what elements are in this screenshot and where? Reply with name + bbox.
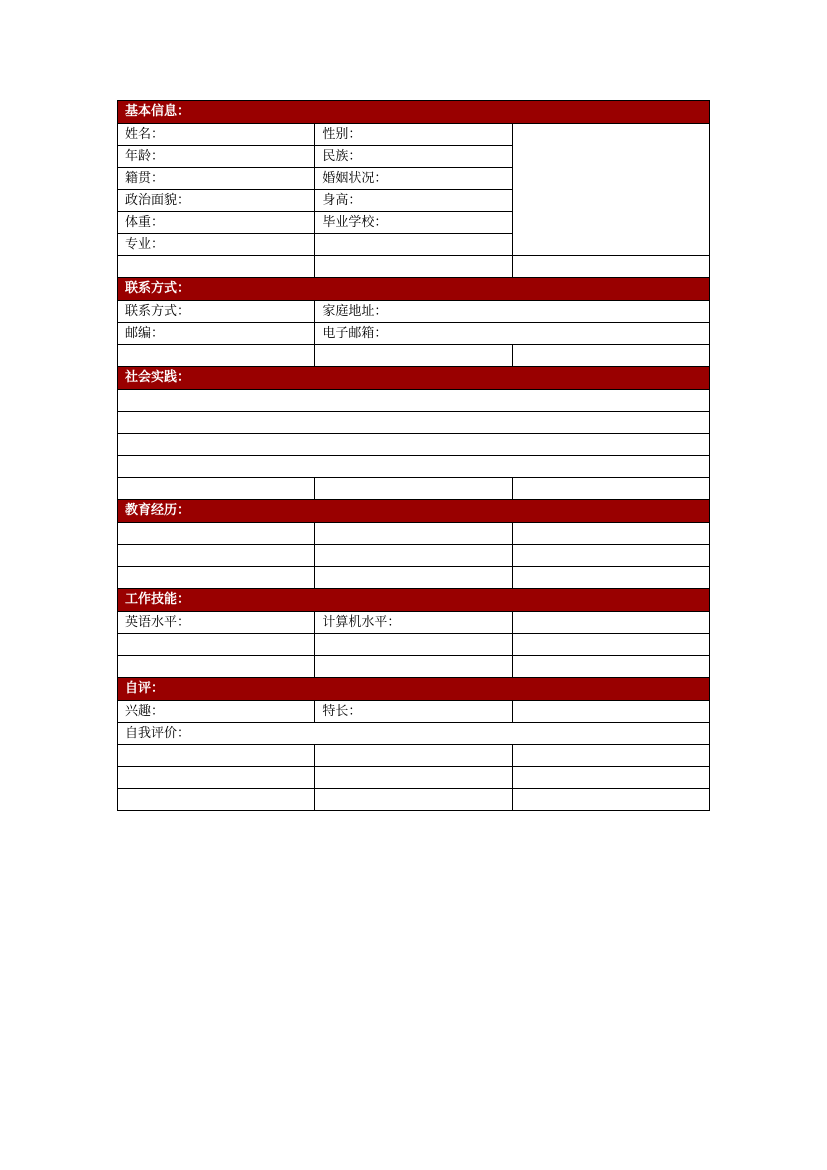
table-row [118, 767, 710, 789]
empty-cell[interactable] [118, 345, 315, 367]
name-field[interactable]: 姓名： [118, 124, 315, 146]
table-row [118, 390, 710, 412]
table-row [118, 434, 710, 456]
empty-cell[interactable] [512, 789, 709, 811]
empty-cell[interactable] [512, 478, 709, 500]
empty-cell[interactable] [118, 656, 315, 678]
table-row [118, 701, 710, 723]
section-title-education: 教育经历： [118, 500, 710, 523]
empty-cell[interactable] [315, 523, 512, 545]
table-row [118, 634, 710, 656]
table-row [118, 345, 710, 367]
empty-cell[interactable] [118, 390, 710, 412]
section-header-basic [118, 101, 710, 124]
section-header-contact [118, 278, 710, 301]
empty-cell[interactable] [512, 767, 709, 789]
marital-status-field[interactable]: 婚姻状况： [315, 168, 512, 190]
table-row [118, 124, 710, 146]
empty-cell[interactable] [118, 523, 315, 545]
table-row [118, 745, 710, 767]
section-title-self-eval: 自评： [118, 678, 710, 701]
empty-cell[interactable] [315, 567, 512, 589]
empty-cell[interactable] [118, 434, 710, 456]
empty-cell[interactable] [512, 345, 709, 367]
postcode-field[interactable]: 邮编： [118, 323, 315, 345]
empty-cell[interactable] [315, 478, 512, 500]
section-header-social [118, 367, 710, 390]
empty-cell[interactable] [118, 478, 315, 500]
table-row [118, 567, 710, 589]
empty-cell[interactable] [118, 789, 315, 811]
photo-area[interactable] [512, 124, 709, 256]
section-title-skills: 工作技能： [118, 589, 710, 612]
hobbies-field[interactable]: 兴趣： [118, 701, 315, 723]
empty-cell[interactable] [315, 345, 512, 367]
strengths-field[interactable]: 特长： [315, 701, 512, 723]
empty-cell[interactable] [512, 523, 709, 545]
gender-field[interactable]: 性别： [315, 124, 512, 146]
empty-cell[interactable] [118, 567, 315, 589]
computer-level-field[interactable]: 计算机水平： [315, 612, 512, 634]
home-address-field[interactable]: 家庭地址： [315, 301, 710, 323]
empty-cell[interactable] [512, 656, 709, 678]
empty-cell[interactable] [315, 745, 512, 767]
table-row [118, 478, 710, 500]
graduate-school-field[interactable]: 毕业学校： [315, 212, 512, 234]
table-row [118, 323, 710, 345]
section-header-self-eval [118, 678, 710, 701]
table-row [118, 456, 710, 478]
empty-cell[interactable] [512, 701, 709, 723]
political-status-field[interactable]: 政治面貌： [118, 190, 315, 212]
table-row [118, 723, 710, 745]
section-title-basic: 基本信息： [118, 101, 710, 124]
section-header-skills [118, 589, 710, 612]
native-place-field[interactable]: 籍贯： [118, 168, 315, 190]
self-evaluation-field[interactable]: 自我评价： [118, 723, 710, 745]
empty-cell[interactable] [315, 656, 512, 678]
weight-field[interactable]: 体重： [118, 212, 315, 234]
table-row [118, 523, 710, 545]
table-row [118, 412, 710, 434]
empty-cell[interactable] [315, 634, 512, 656]
table-row [118, 301, 710, 323]
section-header-education [118, 500, 710, 523]
table-row [118, 256, 710, 278]
empty-cell[interactable] [315, 234, 512, 256]
section-title-social: 社会实践： [118, 367, 710, 390]
height-field[interactable]: 身高： [315, 190, 512, 212]
empty-cell[interactable] [512, 545, 709, 567]
empty-cell[interactable] [315, 767, 512, 789]
major-field[interactable]: 专业： [118, 234, 315, 256]
email-field[interactable]: 电子邮箱： [315, 323, 710, 345]
age-field[interactable]: 年龄： [118, 146, 315, 168]
section-title-contact: 联系方式： [118, 278, 710, 301]
empty-cell[interactable] [315, 545, 512, 567]
empty-cell[interactable] [315, 256, 512, 278]
empty-cell[interactable] [118, 767, 315, 789]
empty-cell[interactable] [118, 412, 710, 434]
table-row [118, 545, 710, 567]
table-row [118, 656, 710, 678]
resume-table [117, 100, 710, 811]
empty-cell[interactable] [512, 256, 709, 278]
empty-cell[interactable] [118, 545, 315, 567]
empty-cell[interactable] [512, 634, 709, 656]
ethnicity-field[interactable]: 民族： [315, 146, 512, 168]
empty-cell[interactable] [118, 256, 315, 278]
english-level-field[interactable]: 英语水平： [118, 612, 315, 634]
empty-cell[interactable] [118, 745, 315, 767]
empty-cell[interactable] [512, 567, 709, 589]
empty-cell[interactable] [315, 789, 512, 811]
empty-cell[interactable] [118, 456, 710, 478]
empty-cell[interactable] [512, 612, 709, 634]
empty-cell[interactable] [118, 634, 315, 656]
table-row [118, 789, 710, 811]
empty-cell[interactable] [512, 745, 709, 767]
table-row [118, 612, 710, 634]
contact-method-field[interactable]: 联系方式： [118, 301, 315, 323]
